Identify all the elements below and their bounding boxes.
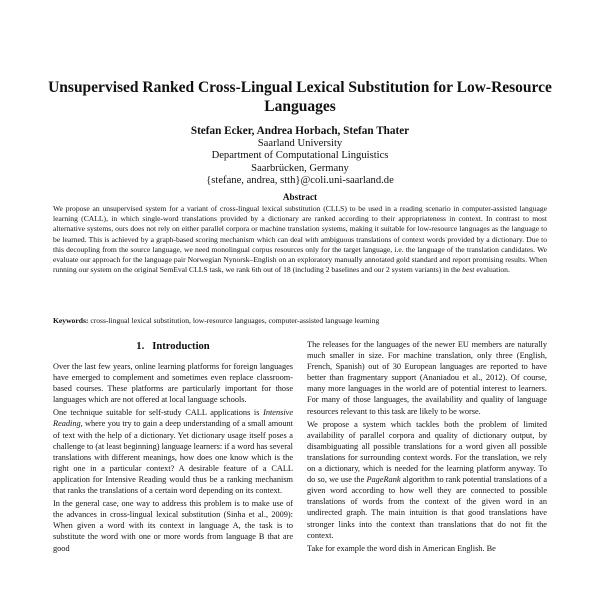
paragraph-text: algorithm to rank potential translations of a given word according to how well they are connected to possible translations of words from the context of the given word in an undirected graph. The main intuition is that good translations have stronger links into the context than translations that do not fit the context. <box>307 475 548 540</box>
pagerank-term: PageRank <box>366 475 401 485</box>
section-number: 1. <box>136 341 145 352</box>
right-column <box>307 339 547 556</box>
section-heading <box>53 340 293 353</box>
keywords-text: cross-lingual lexical substitution, low-resource languages, computer-assisted language learning <box>90 316 380 325</box>
paragraph: The releases for the languages of the newer EU members are naturally much smaller in size. For machine translation, only three (English, French, Spanish) out of 30 European languages are reported to have better than fragmentary support (Ananiadou et al., 2012). Of course, many more languages in the world are of potential interest to learners. For many of those languages, the availability and quality of language resources relevant to this task are likely to be worse. <box>307 340 547 416</box>
paragraph: Take for example the word dish in American English. Be <box>307 543 496 553</box>
intensive-reading-term: Intensive Reading <box>53 408 294 429</box>
paragraph <box>53 407 293 496</box>
author-names: Stefan Ecker, Andrea Horbach, Stefan Thater <box>190 125 410 137</box>
author-block <box>40 125 560 188</box>
paragraph <box>307 419 547 541</box>
affiliation-emails: {stefane, andrea, stth}@coli.uni-saarland.de <box>206 175 394 187</box>
abstract-text <box>53 204 547 275</box>
section-title: Introduction <box>152 341 210 352</box>
paper-title: Unsupervised Ranked Cross-Lingual Lexical Substitution for Low-Resource Languages <box>48 79 552 115</box>
left-column <box>53 340 293 556</box>
paragraph-text: One technique suitable for self-study CALL applications is <box>53 408 260 418</box>
paragraph-text: , where you try to gain a deep understanding of a small amount of text with the help of a dictionary. Yet dictionary usage itself poses a challenge to (at least beginning) language learners: if a word has several translations with different meanings, how does one know which is the right one in a particular context? A desirable feature of a CALL application for Intensive Reading would thus be a ranking mechanism that ranks the translations of a certain word depending on its context. <box>53 419 293 496</box>
keywords-label: Keywords: <box>53 316 89 325</box>
abstract-end: evaluation. <box>476 265 510 275</box>
paragraph: In the general case, one way to address this problem is to make use of the advances in cross-lingual lexical substitution (Sinha et al., 2009): When given a word with its context in language A, the task is to substitute the word with one or more words from language B that are good <box>53 499 293 553</box>
paragraph-text: We propose a system which tackles both the problem of limited availability of parallel corpora and quality of dictionary output, by disambiguating all possible translations for a word given all possible translations for surrounding context words. For the translation, we rely on a dictionary, which is needed for the learning platform anyway. To do so, we use the <box>307 419 547 485</box>
affiliation-department: Department of Computational Linguistics <box>211 150 389 162</box>
abstract-body: We propose an unsupervised system for a variant of cross-lingual lexical substitution (CLLS) to be used in a reading scenario in computer-assisted language learning (CALL), in which single-word translations provided by a dictionary are ranked according to their appropriateness in context. In contrast to most alternative systems, ours does not rely on either parallel corpora or machine translation systems, making it suitable for low-resource languages as the language to be learned. This is achieved by a graph-based scoring mechanism which can deal with ambiguous translations of context words provided by a dictionary. Due to this decoupling from the source language, we need monolingual corpus resources only for the target language, i.e. the language of the translation candidates. We evaluate our approach for the language pair Norwegian Nynorsk–English on an exploratory manually annotated gold standard and report promising results. When running our system on the original SemEval CLLS task, we rank 6th out of 18 (including 2 baselines and our 2 system variants) in the <box>53 204 547 275</box>
affiliation-city: Saarbrücken, Germany <box>251 162 349 174</box>
abstract-heading: Abstract <box>282 192 318 202</box>
keywords-line <box>53 316 547 326</box>
paragraph: Over the last few years, online learning platforms for foreign languages have emerged to complement and sometimes even replace classroom-based courses. These platforms are particularly important for those languages which are not offered at local language schools. <box>53 362 293 405</box>
abstract-italic: best <box>462 265 475 275</box>
affiliation-university: Saarland University <box>257 137 343 149</box>
